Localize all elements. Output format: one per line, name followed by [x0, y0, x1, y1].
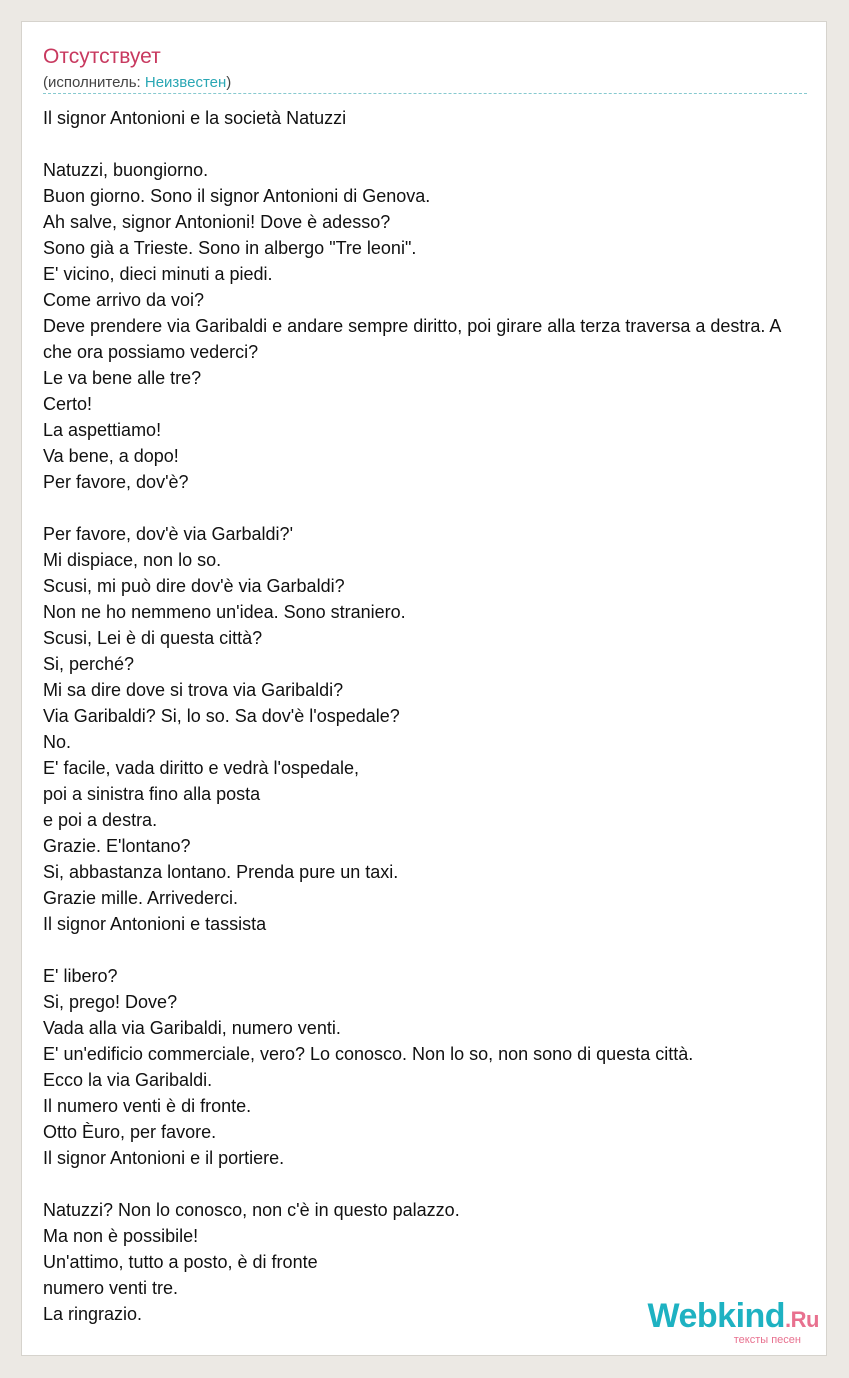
lyrics-blank-line	[43, 1171, 781, 1197]
lyrics-line: Natuzzi, buongiorno.	[43, 160, 209, 180]
lyrics-line: Ah salve, signor Antonioni! Dove è adesso?	[43, 212, 391, 232]
lyrics-line: Si, abbastanza lontano. Prenda pure un taxi.	[43, 862, 399, 882]
lyrics-line: Mi sa dire dove si trova via Garibaldi?	[43, 680, 344, 700]
song-title: Отсутствует	[43, 45, 161, 68]
artist-label: (исполнитель:	[43, 74, 145, 91]
lyrics-line: Ma non è possibile!	[43, 1226, 199, 1246]
lyrics-line: Un'attimo, tutto a posto, è di fronte	[43, 1252, 318, 1272]
lyrics-line: Grazie mille. Arrivederci.	[43, 888, 239, 908]
lyrics-line: E' vicino, dieci minuti a piedi.	[43, 264, 273, 284]
lyrics-blank-line	[43, 131, 781, 157]
lyrics-line: poi a sinistra fino alla posta	[43, 784, 261, 804]
lyrics-line: Certo!	[43, 394, 93, 414]
lyrics-blank-line	[43, 495, 781, 521]
lyrics-line: Va bene, a dopo!	[43, 446, 179, 466]
lyrics-line: Il signor Antonioni e tassista	[43, 914, 267, 934]
lyrics-line: Scusi, Lei è di questa città?	[43, 628, 263, 648]
lyrics-card	[21, 21, 827, 1356]
lyrics-line: E' un'edificio commerciale, vero? Lo conosco. Non lo so, non sono di questa città.	[43, 1044, 694, 1064]
artist-close: )	[226, 74, 232, 91]
lyrics-line: Mi dispiace, non lo so.	[43, 550, 222, 570]
artist-link[interactable]: Неизвестен	[144, 74, 227, 91]
lyrics-line: Deve prendere via Garibaldi e andare sempre diritto, poi girare alla terza traversa a destra. A	[43, 316, 782, 336]
lyrics-line: Il signor Antonioni e la società Natuzzi	[43, 108, 347, 128]
lyrics-line: numero venti tre.	[43, 1278, 179, 1298]
lyrics-line: E' libero?	[43, 966, 118, 986]
lyrics-line: Via Garibaldi? Si, lo so. Sa dov'è l'ospedale?	[43, 706, 400, 726]
lyrics-line: Come arrivo da voi?	[43, 290, 205, 310]
artist-line	[43, 73, 231, 93]
lyrics-line: Il numero venti è di fronte.	[43, 1096, 252, 1116]
lyrics-line: Ecco la via Garibaldi.	[43, 1070, 213, 1090]
lyrics-line: Si, perché?	[43, 654, 135, 674]
lyrics-line: La ringrazio.	[43, 1304, 143, 1324]
lyrics-line: Sono già a Trieste. Sono in albergo "Tre leoni".	[43, 238, 417, 258]
logo-tld: .Ru	[785, 1307, 819, 1332]
lyrics-line: Grazie. E'lontano?	[43, 836, 191, 856]
logo-name: Webkind	[647, 1297, 786, 1335]
lyrics-line: Per favore, dov'è?	[43, 472, 189, 492]
lyrics-text	[43, 105, 781, 1327]
lyrics-blank-line	[43, 937, 781, 963]
lyrics-line: La aspettiamo!	[43, 420, 162, 440]
lyrics-line: che ora possiamo vederci?	[43, 342, 259, 362]
lyrics-line: Otto Èuro, per favore.	[43, 1122, 217, 1142]
lyrics-line: Il signor Antonioni e il portiere.	[43, 1148, 285, 1168]
lyrics-line: Scusi, mi può dire dov'è via Garbaldi?	[43, 576, 345, 596]
dashed-divider	[43, 93, 807, 94]
lyrics-line: Vada alla via Garibaldi, numero venti.	[43, 1018, 341, 1038]
lyrics-line: E' facile, vada diritto e vedrà l'ospedale,	[43, 758, 360, 778]
site-logo[interactable]	[648, 1299, 820, 1346]
lyrics-line: e poi a destra.	[43, 810, 158, 830]
lyrics-line: Buon giorno. Sono il signor Antonioni di Genova.	[43, 186, 431, 206]
lyrics-line: Le va bene alle tre?	[43, 368, 202, 388]
lyrics-line: Si, prego! Dove?	[43, 992, 178, 1012]
lyrics-line: Non ne ho nemmeno un'idea. Sono straniero.	[43, 602, 406, 622]
lyrics-line: Natuzzi? Non lo conosco, non c'è in questo palazzo.	[43, 1200, 460, 1220]
lyrics-line: Per favore, dov'è via Garbaldi?'	[43, 524, 294, 544]
lyrics-line: No.	[43, 732, 72, 752]
logo-tagline: тексты песен	[733, 1334, 801, 1346]
